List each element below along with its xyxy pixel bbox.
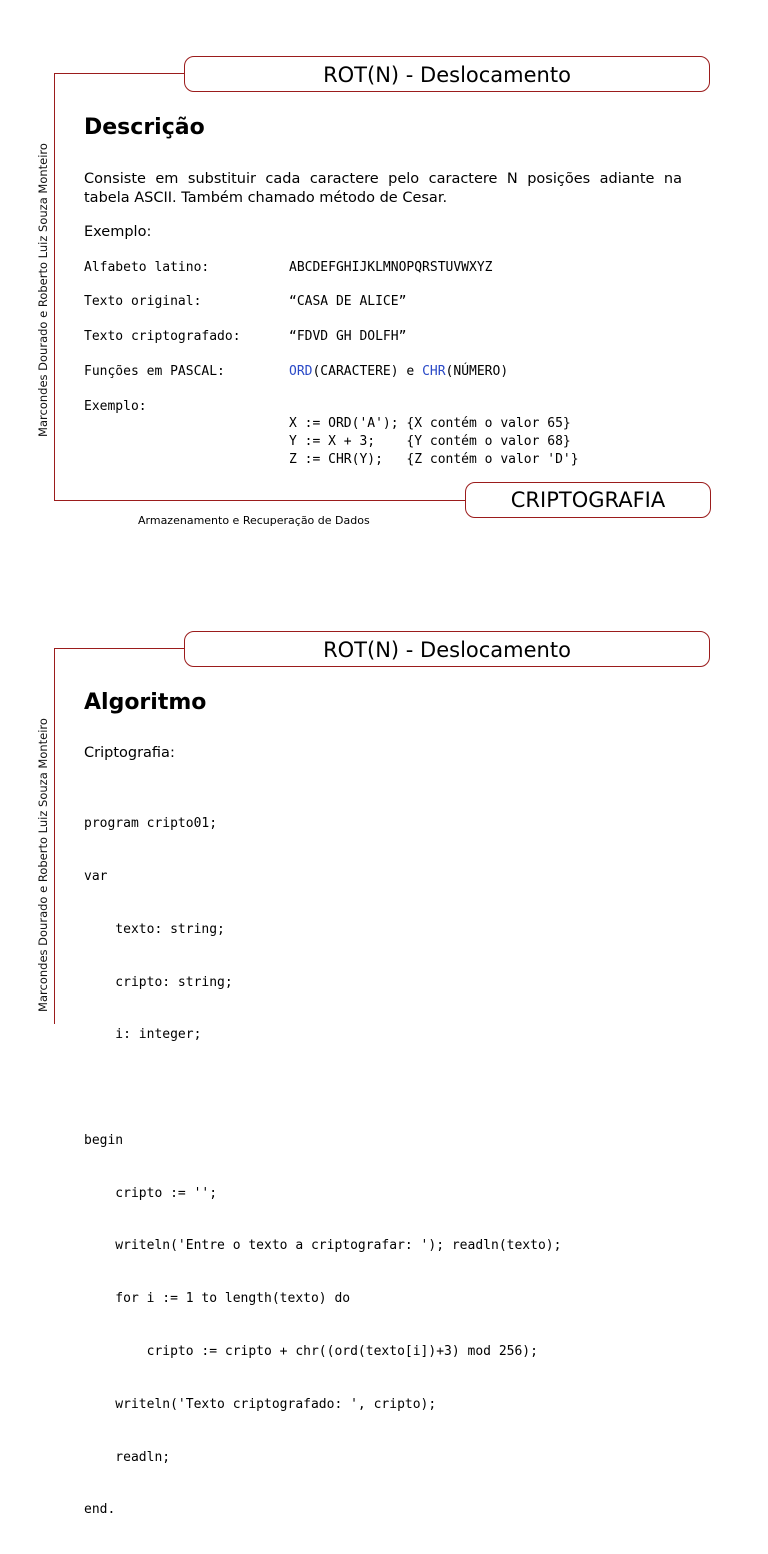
pascal-functions-label: Funções em PASCAL: bbox=[84, 364, 225, 379]
code-line: cripto := cripto + chr((ord(texto[i])+3) mod 256); bbox=[84, 1344, 538, 1359]
code-line: begin bbox=[84, 1132, 124, 1148]
code-line: cripto := ''; bbox=[84, 1185, 218, 1201]
slide-2-frame-top bbox=[54, 648, 184, 649]
ord-argument: (CARACTERE) bbox=[312, 364, 399, 379]
slide-1-description: Consiste em substituir cada caractere pelo caractere N posições adiante na tabela ASCII. Também chamado método de Cesar. bbox=[84, 171, 682, 206]
slide-2-heading: Algoritmo bbox=[84, 690, 207, 715]
code-line: texto: string; bbox=[84, 921, 225, 937]
code-line: var bbox=[84, 868, 108, 884]
slide-1-frame-bottom bbox=[54, 500, 465, 501]
pascal-functions-value bbox=[289, 364, 508, 379]
slide-1-example-label: Exemplo: bbox=[84, 224, 152, 240]
example-code-line-3: Z := CHR(Y); {Z contém o valor 'D'} bbox=[289, 452, 579, 467]
original-text-label: Texto original: bbox=[84, 294, 202, 309]
code-line: program cripto01; bbox=[84, 816, 218, 832]
code-line: for i := 1 to length(texto) do bbox=[84, 1291, 351, 1307]
code-line: writeln('Texto criptografado: ', cripto); bbox=[84, 1396, 437, 1412]
slide-1-footer-tab: CRIPTOGRAFIA bbox=[465, 482, 711, 518]
slide-1-frame-top bbox=[54, 73, 184, 74]
chr-argument: (NÚMERO) bbox=[445, 364, 509, 379]
encrypted-text-label: Texto criptografado: bbox=[84, 329, 241, 344]
code-line: readln; bbox=[84, 1449, 171, 1465]
code-line: end. bbox=[84, 1502, 116, 1518]
original-text-value: “CASA DE ALICE” bbox=[289, 294, 407, 309]
encrypted-text-value: “FDVD GH DOLFH” bbox=[289, 329, 407, 344]
code-line: i: integer; bbox=[84, 1027, 202, 1043]
slide-1-footer-text: Armazenamento e Recuperação de Dados bbox=[138, 514, 370, 527]
slide-2-label: Criptografia: bbox=[84, 745, 175, 761]
code-line: writeln('Entre o texto a criptografar: '); readln(texto); bbox=[84, 1238, 562, 1254]
example-2-label: Exemplo: bbox=[84, 399, 147, 414]
ord-function: ORD bbox=[289, 364, 313, 379]
algorithm-code bbox=[84, 780, 561, 1554]
slide-1-title: ROT(N) - Deslocamento bbox=[184, 56, 710, 92]
slide-1-frame-left bbox=[54, 73, 55, 501]
chr-function: CHR bbox=[422, 364, 446, 379]
code-line: cripto: string; bbox=[84, 974, 233, 990]
example-code-line-1: X := ORD('A'); {X contém o valor 65} bbox=[289, 416, 571, 431]
alphabet-value: ABCDEFGHIJKLMNOPQRSTUVWXYZ bbox=[289, 260, 493, 275]
example-code-line-2: Y := X + 3; {Y contém o valor 68} bbox=[289, 434, 571, 449]
slide-1-side-credit: Marcondes Dourado e Roberto Luiz Souza Monteiro bbox=[36, 143, 50, 437]
alphabet-label: Alfabeto latino: bbox=[84, 260, 210, 275]
slide-2-side-credit: Marcondes Dourado e Roberto Luiz Souza Monteiro bbox=[36, 718, 50, 1012]
code-line bbox=[84, 1079, 561, 1097]
and-text: e bbox=[398, 364, 423, 379]
slide-2-title: ROT(N) - Deslocamento bbox=[184, 631, 710, 667]
slide-2-frame-left bbox=[54, 648, 55, 1024]
slide-1-heading: Descrição bbox=[84, 115, 205, 140]
